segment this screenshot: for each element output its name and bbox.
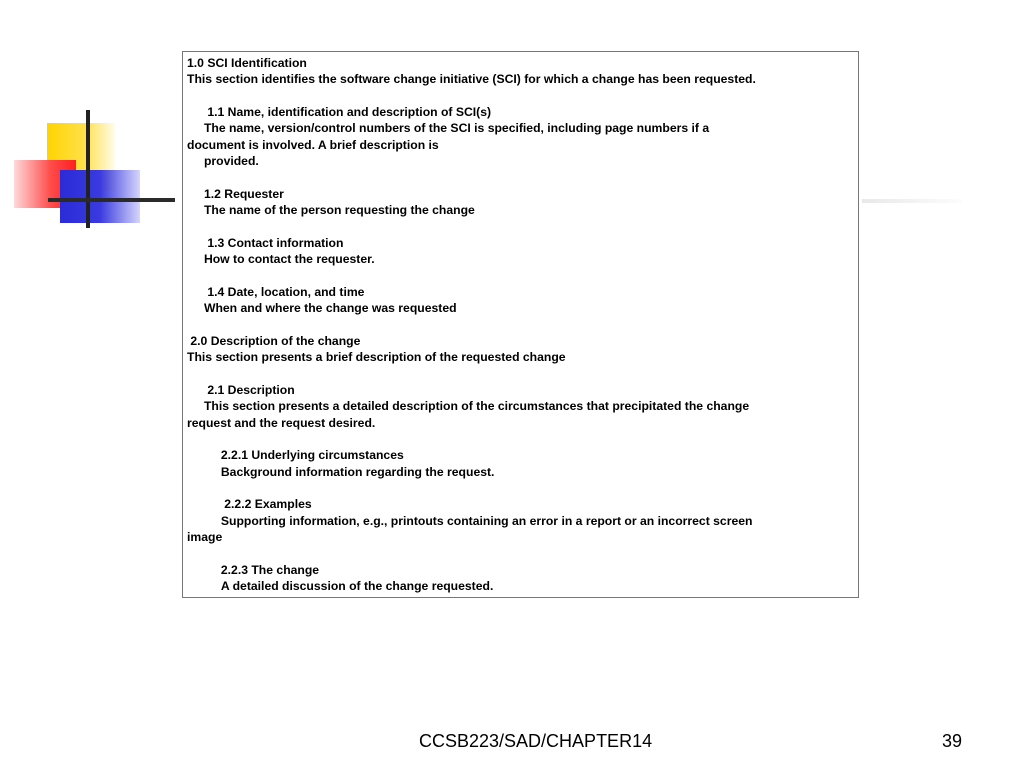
document-line: [187, 267, 854, 283]
document-line: A detailed discussion of the change requested.: [187, 579, 494, 593]
document-line: 1.4 Date, location, and time: [187, 284, 365, 299]
document-line: 2.2.3 The change: [187, 562, 320, 577]
document-line: image: [187, 529, 223, 544]
document-line: 2.0 Description of the change: [187, 333, 361, 348]
document-line: Background information regarding the request.: [187, 464, 495, 479]
document-line: [187, 431, 854, 447]
document-line: [187, 480, 854, 496]
document-line: This section presents a detailed description of the circumstances that precipitated the change: [187, 399, 750, 414]
document-line: 2.2.1 Underlying circumstances: [187, 448, 404, 463]
document-line: The name of the person requesting the change: [187, 203, 475, 218]
horizontal-line-decoration: [48, 198, 175, 202]
document-line: [187, 545, 854, 561]
document-line: [187, 88, 854, 104]
document-line: The name, version/control numbers of the SCI is specified, including page numbers if a: [187, 121, 710, 136]
document-line: 2.1 Description: [187, 382, 295, 397]
document-line: [187, 366, 854, 382]
document-line: When and where the change was requested: [187, 301, 457, 316]
vertical-line-decoration: [86, 110, 90, 228]
document-line: 1.1 Name, identification and description of SCI(s): [187, 105, 492, 120]
faint-divider-decoration: [862, 199, 962, 203]
document-line: How to contact the requester.: [187, 252, 375, 267]
document-line: 1.2 Requester: [187, 186, 284, 201]
document-line: [187, 169, 854, 185]
document-line: This section presents a brief description of the requested change: [187, 350, 566, 365]
document-line: 1.3 Contact information: [187, 235, 344, 250]
document-line: This section identifies the software change initiative (SCI) for which a change has been requested.: [187, 72, 756, 87]
footer-course-title: CCSB223/SAD/CHAPTER14: [419, 731, 653, 751]
document-line: Supporting information, e.g., printouts containing an error in a report or an incorrect screen: [187, 513, 753, 528]
document-line: [187, 218, 854, 234]
document-line: 1.0 SCI Identification: [187, 56, 307, 70]
document-line: [187, 317, 854, 333]
document-line: request and the request desired.: [187, 415, 376, 430]
document-line: document is involved. A brief description is: [187, 137, 439, 152]
slide-logo-decoration: [0, 0, 200, 240]
sci-document-box: [182, 51, 859, 598]
document-line: 2.2.2 Examples: [187, 497, 312, 512]
blue-square-decoration: [60, 170, 140, 223]
page-number: 39: [941, 731, 962, 751]
document-line: provided.: [187, 154, 259, 169]
